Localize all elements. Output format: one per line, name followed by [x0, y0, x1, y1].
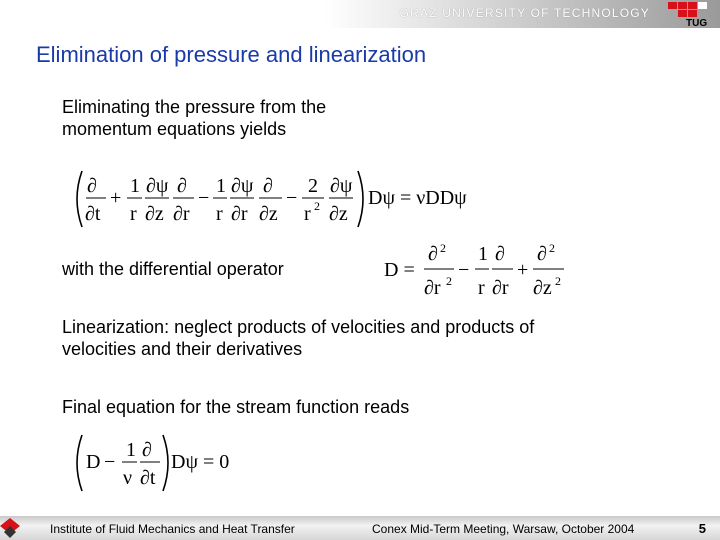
svg-text:∂ψ: ∂ψ [330, 175, 353, 197]
svg-text:1: 1 [216, 175, 226, 197]
footer-institute: Institute of Fluid Mechanics and Heat Transfer [50, 522, 295, 536]
svg-text:∂r: ∂r [424, 277, 441, 299]
intro-text [62, 96, 326, 140]
svg-text:∂: ∂ [263, 175, 273, 197]
svg-text:∂r: ∂r [173, 203, 190, 225]
svg-text:−: − [458, 259, 470, 281]
svg-text:2: 2 [308, 175, 318, 197]
right-paren [358, 171, 363, 227]
header-band [0, 0, 720, 28]
svg-text:r: r [478, 277, 485, 299]
svg-text:∂ψ: ∂ψ [146, 175, 169, 197]
svg-text:2: 2 [440, 241, 446, 255]
svg-text:2: 2 [314, 199, 320, 213]
svg-text:Dψ = 0: Dψ = 0 [171, 451, 230, 473]
slide-title: Elimination of pressure and linearization [36, 42, 427, 67]
svg-text:r: r [304, 203, 311, 225]
svg-text:1: 1 [478, 243, 488, 265]
svg-text:−: − [198, 187, 210, 209]
university-name: GRAZ UNIVERSITY OF TECHNOLOGY [399, 6, 650, 20]
svg-text:∂t: ∂t [140, 467, 156, 489]
svg-text:1: 1 [130, 175, 140, 197]
svg-text:∂r: ∂r [231, 203, 248, 225]
tug-logo [664, 0, 720, 28]
intro-line-2: momentum equations yields [62, 119, 287, 139]
svg-text:∂: ∂ [495, 243, 505, 265]
svg-text:∂: ∂ [428, 243, 438, 265]
svg-text:+: + [110, 187, 122, 209]
svg-text:∂: ∂ [87, 175, 97, 197]
svg-text:D: D [86, 451, 101, 473]
page-number: 5 [698, 521, 706, 536]
svg-text:D =: D = [384, 259, 415, 281]
svg-text:r: r [216, 203, 223, 225]
linearization-line-1: Linearization: neglect products of velocities and products of [62, 317, 535, 337]
logo-text: TUG [686, 18, 708, 28]
svg-text:∂r: ∂r [492, 277, 509, 299]
svg-text:∂z: ∂z [259, 203, 278, 225]
operator-label: with the differential operator [62, 259, 284, 279]
svg-text:+: + [517, 259, 529, 281]
svg-text:2: 2 [555, 274, 561, 288]
svg-text:∂: ∂ [142, 439, 152, 461]
linearization-text [62, 316, 534, 360]
svg-text:ν: ν [123, 467, 133, 489]
footer-logo-icon [0, 516, 22, 540]
intro-line-1: Eliminating the pressure from the [62, 97, 327, 117]
svg-text:2: 2 [549, 241, 555, 255]
momentum-equation [70, 168, 490, 230]
svg-text:∂z: ∂z [533, 277, 552, 299]
svg-text:∂: ∂ [177, 175, 187, 197]
svg-text:∂z: ∂z [145, 203, 164, 225]
svg-text:−: − [104, 451, 116, 473]
svg-text:2: 2 [446, 274, 452, 288]
svg-text:∂t: ∂t [85, 203, 101, 225]
operator-definition [382, 240, 582, 300]
svg-text:∂ψ: ∂ψ [231, 175, 254, 197]
final-equation-text: Final equation for the stream function reads [62, 397, 410, 417]
svg-text:r: r [130, 203, 137, 225]
svg-text:∂: ∂ [537, 243, 547, 265]
svg-text:∂z: ∂z [329, 203, 348, 225]
equation-rhs: Dψ = νDDψ [368, 187, 467, 209]
left-paren [77, 171, 82, 227]
svg-text:1: 1 [126, 439, 136, 461]
linearization-line-2: velocities and their derivatives [62, 339, 303, 359]
svg-text:−: − [286, 187, 298, 209]
footer-meeting: Conex Mid-Term Meeting, Warsaw, October 2004 [372, 522, 635, 536]
stream-function-equation [70, 432, 250, 494]
